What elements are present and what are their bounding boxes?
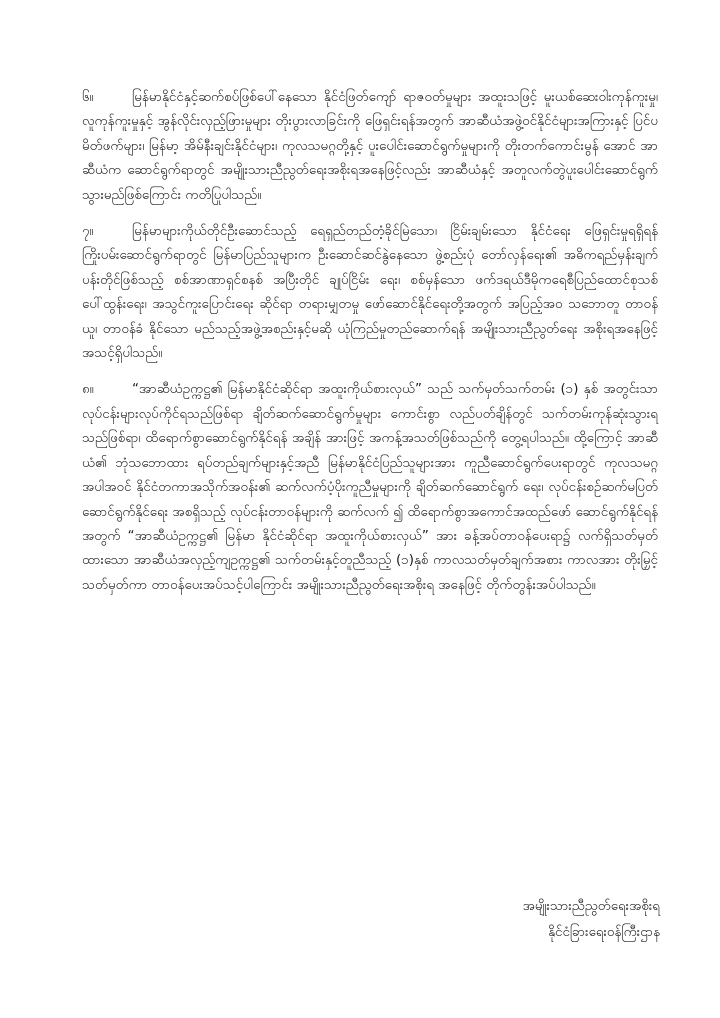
- paragraph-8: [82, 378, 658, 598]
- paragraph-number: ၆။: [82, 90, 94, 105]
- paragraph-text: မြန်မာနိုင်ငံနှင့်ဆက်စပ်ဖြစ်ပေါ်နေသော နိုင်ငံဖြတ်ကျော် ရာဇဝတ်မှုများ အထူးသဖြင့် မူးယစ်ဆေးဝါးကုန်ကူးမှု၊ လူကုန်ကူးမှုနှင့် အွန်လိုင်းလှည့်ဖြားမှုများ တိုးပွားလာခြင်းကို ဖြေရှင်းရန်အတွက် အာဆီယံအဖွဲ့ဝင်နိုင်ငံများအကြားနှင့် ပြင်ပမိတ်ဖက်များ၊ မြန်မာ့ အိမ်နီးချင်းနိုင်ငံများ၊ ကုလသမဂ္ဂတို့နှင့် ပူးပေါင်းဆောင်ရွက်မှုများကို တိုးတက်ကောင်းမွန် အောင် အာဆီယံက ဆောင်ရွက်ရာတွင် အမျိုးသားညီညွတ်ရေးအစိုးရအနေဖြင့်လည်း အာဆီယံနှင့် အတူလက်တွဲပူးပေါင်းဆောင်ရွက်သွားမည်ဖြစ်ကြောင်း ကတိပြုပါသည်။: [82, 90, 658, 203]
- paragraph-6: [82, 86, 658, 208]
- document-body: [82, 86, 658, 610]
- paragraph-text: မြန်မာများကိုယ်တိုင်ဦးဆောင်သည့် ရေရှည်တည်တံ့ခိုင်မြဲသော၊ ငြိမ်းချမ်းသော နိုင်ငံရေး ဖြေရှင်းမှုရရှိရန် ကြိုးပမ်းဆောင်ရွက်ရာတွင် မြန်မာပြည်သူများက ဦးဆောင်ဆင်နွဲနေသော ဖွဲ့စည်းပုံ တော်လှန်ရေး၏ အဓိကရည်မှန်းချက်ပန်းတိုင်ဖြစ်သည့် စစ်အာဏာရှင်စနစ် အပြီးတိုင် ချုပ်ငြိမ်း ရေး၊ စစ်မှန်သော ဖက်ဒရယ်ဒီမိုကရေစီပြည်ထောင်စုသစ်ပေါ်ထွန်းရေး၊ အသွင်ကူးပြောင်းရေး ဆိုင်ရာ တရားမျှတမှု ဖော်ဆောင်နိုင်ရေးတို့အတွက် အပြည့်အဝ သဘောတူ တာဝန်ယူ၊ တာဝန်ခံ နိုင်သော မည်သည့်အဖွဲ့အစည်းနှင့်မဆို ယုံကြည်မှုတည်ဆောက်ရန် အမျိုးသားညီညွတ်ရေး အစိုးရအနေဖြင့် အသင့်ရှိပါသည်။: [82, 224, 658, 362]
- signature-block: [523, 894, 660, 946]
- paragraph-number: ၈။: [82, 382, 94, 398]
- paragraph-text: “အာဆီယံဥက္ကဋ္ဌ၏ မြန်မာနိုင်ငံဆိုင်ရာ အထူးကိုယ်စားလှယ်” သည် သက်မှတ်သက်တမ်း (၁) နှစ် အတွင်းသာ လုပ်ငန်းများလုပ်ကိုင်ရသည်ဖြစ်ရာ ချိတ်ဆက်ဆောင်ရွက်မှုများ ကောင်းစွာ လည်ပတ်ချိန်တွင် သက်တမ်းကုန်ဆုံးသွားရသည်ဖြစ်ရာ၊ ထိရောက်စွာဆောင်ရွက်နိုင်ရန် အချိန် အားဖြင့် အကန့်အသတ်ဖြစ်သည်ကို တွေ့ရပါသည်။ ထို့ကြောင့် အာဆီယံ၏ ဘုံသဘောထား ရပ်တည်ချက်များနှင့်အညီ မြန်မာနိုင်ငံပြည်သူများအား ကူညီဆောင်ရွက်ပေးရာတွင် ကုလသမဂ္ဂ အပါအဝင် နိုင်ငံတကာအသိုက်အဝန်း၏ ဆက်လက်ပံ့ပိုးကူညီမှုများကို ချိတ်ဆက်ဆောင်ရွက် ရေး၊ လုပ်ငန်းစဉ်ဆက်မပြတ် ဆောင်ရွက်နိုင်ရေး အစရှိသည့် လုပ်ငန်းတာဝန်များကို ဆက်လက် ၍ ထိရောက်စွာအကောင်အထည်ဖော် ဆောင်ရွက်နိုင်ရန်အတွက် “အာဆီယံဥက္ကဋ္ဌ၏ မြန်မာ နိုင်ငံဆိုင်ရာ အထူးကိုယ်စားလှယ်” အား ခန့်အပ်တာဝန်ပေးရာ၌ လက်ရှိသတ်မှတ်ထားသော အာဆီယံအလှည့်ကျဥက္ကဋ္ဌ၏ သက်တမ်းနှင့်တူညီသည့် (၁)နှစ် ကာလသတ်မှတ်ချက်အစား ကာလအား တိုးမြှင့်သတ်မှတ်ကာ တာဝန်ပေးအပ်သင့်ပါကြောင်း အမျိုးသားညီညွတ်ရေးအစိုးရ အနေဖြင့် တိုက်တွန်းအပ်ပါသည်။: [82, 382, 658, 593]
- paragraph-number: ၇။: [82, 224, 94, 240]
- paragraph-7: [82, 220, 658, 366]
- signature-ministry: နိုင်ငံခြားရေးဝန်ကြီးဌာန: [548, 925, 660, 940]
- signature-government: အမျိုးသားညီညွတ်ရေးအစိုးရ: [522, 899, 660, 914]
